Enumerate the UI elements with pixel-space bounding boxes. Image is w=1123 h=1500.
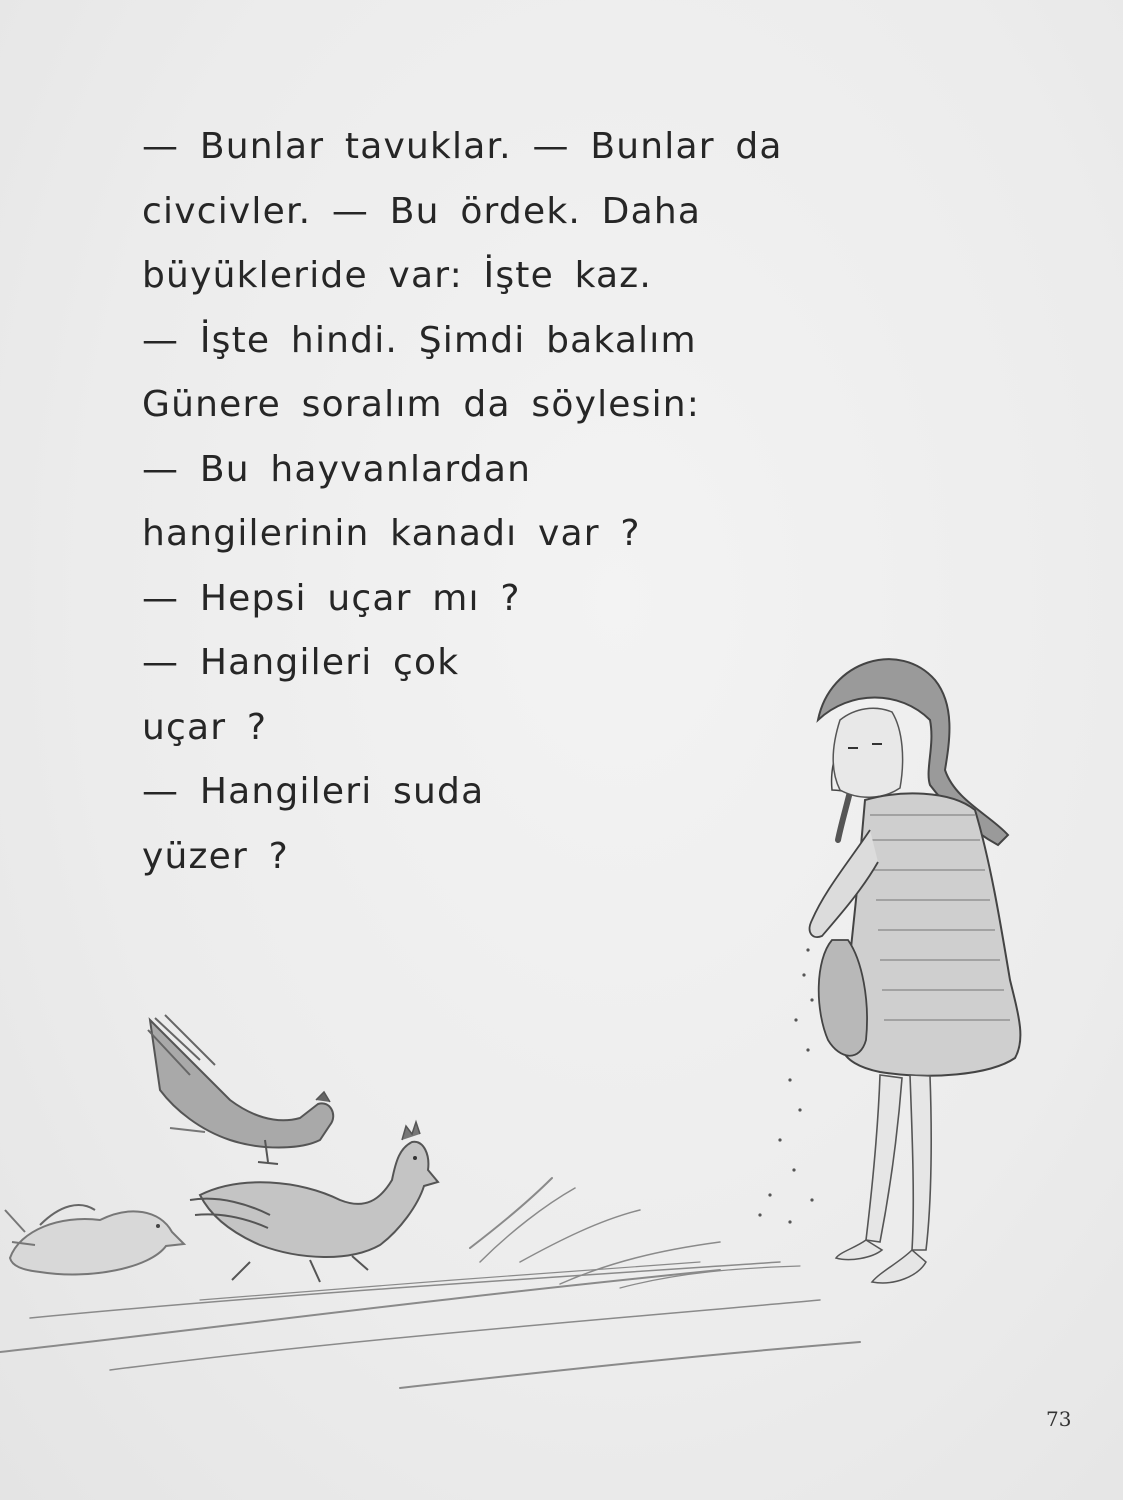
duck-drawing — [5, 1205, 184, 1274]
text-line: — Hepsi uçar mı ? — [142, 577, 521, 619]
text-line: hangilerinin kanadı var ? — [142, 513, 641, 554]
text-line: — Hangileri suda — [142, 771, 485, 812]
text-line: Günere soralım da söylesin: — [142, 384, 701, 425]
text-line: — İşte hindi. Şimdi bakalım — [142, 319, 697, 361]
girl-drawing — [758, 659, 1020, 1283]
text-line: — Hangileri çok — [142, 642, 460, 683]
text-line: — Bu hayvanlardan — [142, 448, 532, 490]
text-line: uçar ? — [142, 706, 268, 748]
text-line: — Bunlar tavuklar. — Bunlar da — [142, 126, 783, 167]
text-line: büyükleride var: İşte kaz. — [142, 255, 653, 296]
page-number: 73 — [1046, 1407, 1072, 1431]
text-line: civcivler. — Bu ördek. Daha — [142, 190, 702, 232]
rooster-drawing — [190, 1122, 438, 1282]
hen-drawing — [148, 1015, 333, 1164]
grass-strokes — [0, 1178, 860, 1388]
text-line: yüzer ? — [142, 835, 289, 877]
